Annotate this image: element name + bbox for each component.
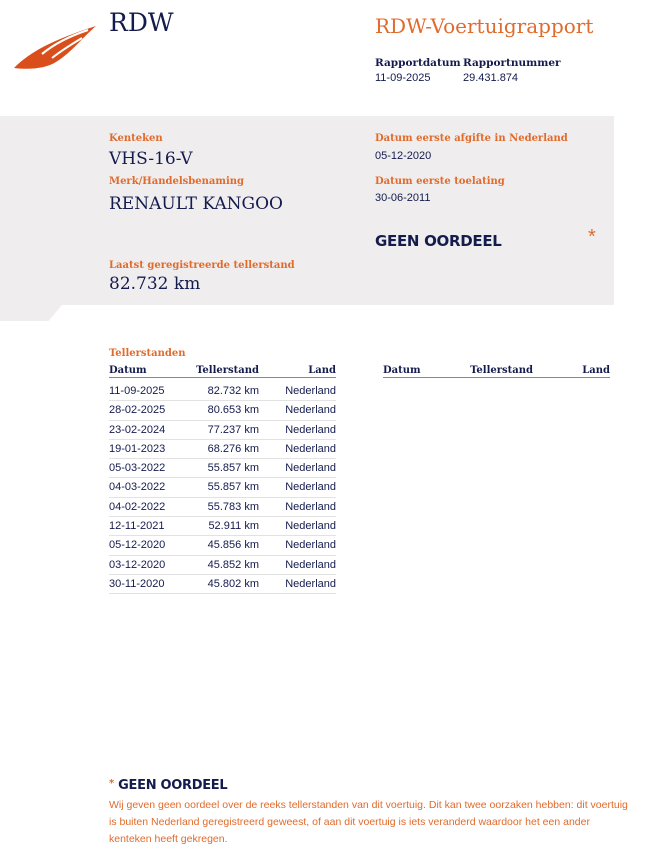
reading-date: 05-12-2020: [109, 539, 166, 552]
reading-date: 30-11-2020: [109, 577, 165, 590]
vehicle-summary-panel: [0, 116, 614, 305]
reading-country: Nederland: [285, 539, 336, 552]
column-header-country: Land: [308, 365, 336, 376]
report-date-value: 11-09-2025: [375, 72, 431, 84]
reading-km: 68.276 km: [207, 442, 259, 455]
column-header-reading: Tellerstand: [470, 365, 533, 376]
table-row: [109, 382, 336, 401]
table-row: [109, 478, 336, 497]
reading-country: Nederland: [285, 462, 336, 475]
reading-km: 80.653 km: [207, 404, 259, 417]
reading-date: 04-02-2022: [109, 500, 166, 513]
reading-km: 45.852 km: [207, 558, 259, 571]
report-title: RDW-Voertuigrapport: [375, 14, 594, 38]
column-header-date: Datum: [109, 365, 147, 376]
table-row: [109, 517, 336, 536]
plate-label: Kenteken: [109, 133, 163, 144]
reading-km: 45.856 km: [207, 539, 259, 552]
reading-km: 77.237 km: [207, 423, 259, 436]
reading-date: 04-03-2022: [109, 481, 166, 494]
reading-country: Nederland: [285, 481, 336, 494]
panel-tail-decoration: [0, 305, 62, 321]
table-row: [109, 536, 336, 555]
reading-date: 12-11-2021: [109, 520, 165, 533]
table-row: [109, 421, 336, 440]
verdict-star-icon: *: [588, 226, 596, 248]
reading-km: 55.857 km: [207, 481, 259, 494]
footnote-text: Wij geven geen oordeel over de reeks tellerstanden van dit voertuig. Dit kan twee oorzaken hebben: dit voertuig is buiten Nederland geregistreerd geweest, of aan dit voertuig is iets veranderd waardoor het een ander kenteken heeft gekregen.: [109, 799, 628, 845]
first-admission-label: Datum eerste toelating: [375, 176, 505, 187]
last-reading-label: Laatst geregistreerde tellerstand: [109, 260, 295, 271]
reading-country: Nederland: [285, 558, 336, 571]
reading-country: Nederland: [285, 404, 336, 417]
readings-header-left: [109, 364, 336, 378]
reading-date: 11-09-2025: [109, 385, 165, 397]
report-date-label: Rapportdatum: [375, 57, 461, 69]
reading-country: Nederland: [285, 577, 336, 590]
last-reading-value: 82.732 km: [109, 274, 201, 294]
footnote-star-icon: *: [109, 778, 114, 789]
reading-country: Nederland: [285, 423, 336, 436]
column-header-country: Land: [582, 365, 610, 376]
first-registration-nl-label: Datum eerste afgifte in Nederland: [375, 133, 568, 144]
first-admission-value: 30-06-2011: [375, 192, 431, 204]
brand-name: RDW: [109, 8, 174, 37]
verdict-text: GEEN OORDEEL: [375, 232, 502, 250]
footnote-heading: GEEN OORDEEL: [118, 778, 228, 793]
reading-km: 55.783 km: [207, 500, 259, 513]
reading-km: 82.732 km: [207, 385, 259, 397]
reading-date: 23-02-2024: [109, 423, 166, 436]
make-value: RENAULT KANGOO: [109, 194, 283, 214]
reading-date: 28-02-2025: [109, 404, 166, 417]
make-label: Merk/Handelsbenaming: [109, 176, 245, 187]
plate-value: VHS-16-V: [109, 149, 193, 169]
reading-country: Nederland: [285, 385, 336, 397]
readings-title: Tellerstanden: [109, 348, 186, 359]
reading-date: 03-12-2020: [109, 558, 166, 571]
table-row: [109, 440, 336, 459]
column-header-date: Datum: [383, 365, 421, 376]
table-row: [109, 498, 336, 517]
reading-country: Nederland: [285, 500, 336, 513]
reading-country: Nederland: [285, 520, 336, 533]
table-row: [109, 459, 336, 478]
first-registration-nl-value: 05-12-2020: [375, 150, 432, 162]
rdw-logo-icon: [12, 22, 98, 72]
report-number-label: Rapportnummer: [463, 57, 561, 69]
report-number-value: 29.431.874: [463, 72, 519, 84]
readings-table: [109, 382, 336, 594]
table-row: [109, 575, 336, 594]
reading-km: 52.911 km: [208, 520, 259, 533]
table-row: [109, 401, 336, 420]
reading-date: 05-03-2022: [109, 462, 166, 475]
reading-country: Nederland: [285, 442, 336, 455]
column-header-reading: Tellerstand: [196, 365, 259, 376]
reading-km: 55.857 km: [207, 462, 259, 475]
reading-km: 45.802 km: [207, 577, 259, 590]
reading-date: 19-01-2023: [109, 442, 166, 455]
table-row: [109, 556, 336, 575]
readings-header-right: [383, 364, 610, 378]
footnote-title: [109, 778, 227, 793]
